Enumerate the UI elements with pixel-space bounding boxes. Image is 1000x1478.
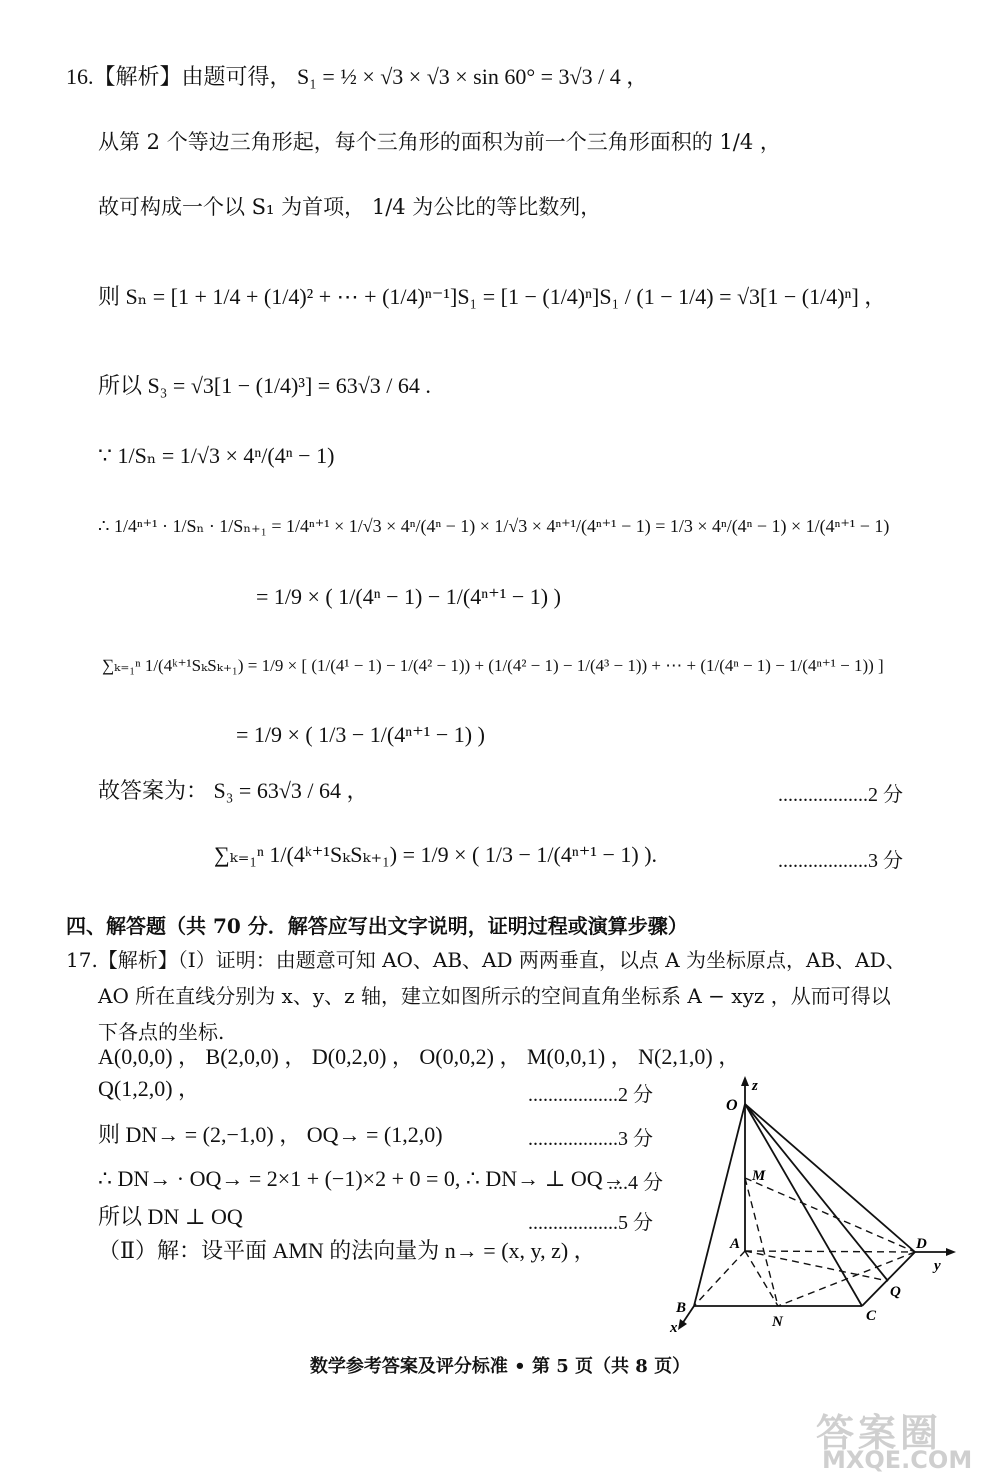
- watermark-url: MXQE.COM: [822, 1446, 973, 1474]
- q16-answer-2: ∑ₖ₌₁ⁿ 1/(4ᵏ⁺¹SₖSₖ₊₁) = 1/9 × ( 1/3 − 1/(4ⁿ⁺¹ − 1) ).: [214, 842, 658, 867]
- q16-line-2: 从第 2 个等边三角形起，每个三角形的面积为前一个三角形面积的 1/4 ，: [98, 130, 781, 154]
- q16-line-6: ∵ 1/Sₙ = 1/√3 × 4ⁿ/(4ⁿ − 1): [98, 443, 335, 468]
- q16-line-7: ∴ 1/4ⁿ⁺¹ · 1/Sₙ · 1/Sₙ₊₁ = 1/4ⁿ⁺¹ × 1/√3 × 4ⁿ/(4ⁿ − 1) × 1/√3 × 4ⁿ⁺¹/(4ⁿ⁺¹ − 1) = 1/3 × 4ⁿ/(4ⁿ − 1) × 1/(4ⁿ⁺¹ − 1): [98, 516, 890, 536]
- q16-line-10: = 1/9 × ( 1/3 − 1/(4ⁿ⁺¹ − 1) ): [236, 722, 485, 747]
- page-footer: 数学参考答案及评分标准 • 第 5 页（共 8 页）: [309, 1356, 691, 1377]
- edge-od: [745, 1104, 915, 1252]
- q17-line-2: AO 所在直线分别为 x、y、z 轴，建立如图所示的空间直角坐标系 A − xyz ，从而可得以: [98, 984, 891, 1008]
- q17-score-6: ..................3 分: [528, 1128, 653, 1150]
- section-4-heading: 四、解答题（共 70 分．解答应写出文字说明，证明过程或演算步骤）: [66, 914, 688, 938]
- q17-line-8: 所以 DN ⊥ OQ: [98, 1204, 243, 1229]
- q16-line-8: = 1/9 × ( 1/(4ⁿ − 1) − 1/(4ⁿ⁺¹ − 1) ): [256, 584, 561, 609]
- edge-cd: [862, 1252, 915, 1306]
- edge-ad: [745, 1251, 915, 1252]
- label-b: B: [676, 1300, 687, 1316]
- edge-oc: [745, 1104, 862, 1306]
- label-c: C: [866, 1308, 877, 1324]
- label-m: M: [752, 1168, 766, 1184]
- edge-md: [745, 1178, 915, 1252]
- q16-score-1: ..................2 分: [778, 784, 903, 806]
- q17-line-6: 则 DN→ = (2,−1,0) ， OQ→ = (1,2,0): [98, 1122, 443, 1147]
- q16-line-4: 则 Sₙ = [1 + 1/4 + (1/4)² + ⋯ + (1/4)ⁿ⁻¹]S₁ = [1 − (1/4)ⁿ]S₁ / (1 − 1/4) = √3[1 − (1/4)ⁿ] ，: [98, 284, 887, 309]
- edge-an: [745, 1251, 778, 1306]
- watermark: [808, 1408, 996, 1474]
- label-x: x: [670, 1320, 678, 1336]
- label-n: N: [772, 1314, 783, 1330]
- q16-line-9: ∑ₖ₌₁ⁿ 1/(4ᵏ⁺¹SₖSₖ₊₁) = 1/9 × [ (1/(4¹ − 1) − 1/(4² − 1)) + (1/(4² − 1) − 1/(4³ − 1)) + ⋯ + (1/(4ⁿ − 1) − 1/(4ⁿ⁺¹ − 1)) ]: [102, 656, 884, 675]
- y-axis-arrow: [946, 1248, 956, 1256]
- q17-line-7: ∴ DN→ · OQ→ = 2×1 + (−1)×2 + 0 = 0, ∴ DN→ ⊥ OQ→: [98, 1166, 625, 1191]
- q17-score-5: ..................2 分: [528, 1084, 653, 1106]
- label-a: A: [730, 1236, 741, 1252]
- q17-line-1: 17.【解析】（Ⅰ）证明：由题意可知 AO、AB、AD 两两垂直，以点 A 为坐标原点，AB、AD、: [66, 948, 906, 972]
- q16-line-1: 16.【解析】由题可得， S₁ = ½ × √3 × √3 × sin 60° = 3√3 / 4 ，: [66, 64, 649, 89]
- label-q: Q: [890, 1284, 901, 1300]
- label-z: z: [752, 1078, 758, 1094]
- q16-answer-1: 故答案为： S₃ = 63√3 / 64 ，: [98, 778, 369, 803]
- x-axis-arrow: [678, 1319, 687, 1330]
- pyramid-figure: [660, 1076, 960, 1336]
- q17-line-4: A(0,0,0) ， B(2,0,0) ， D(0,2,0) ， O(0,0,2) ， M(0,0,1) ， N(2,1,0) ，: [98, 1044, 741, 1069]
- edge-oq: [745, 1104, 888, 1281]
- q17-score-7: ....4 分: [608, 1172, 663, 1194]
- label-o: O: [726, 1097, 738, 1114]
- q16-line-3: 故可构成一个以 S₁ 为首项， 1/4 为公比的等比数列，: [98, 195, 602, 219]
- watermark-text: 答案圈: [816, 1411, 943, 1455]
- z-axis-arrow: [741, 1076, 749, 1086]
- q17-line-9: （Ⅱ）解：设平面 AMN 的法向量为 n→ = (x, y, z) ，: [98, 1238, 596, 1263]
- q16-score-2: ..................3 分: [778, 850, 903, 872]
- q17-line-3: 下各点的坐标.: [98, 1020, 225, 1044]
- edge-mn: [745, 1178, 778, 1306]
- label-y: y: [934, 1258, 941, 1274]
- edge-ob: [694, 1104, 745, 1306]
- q17-score-8: ..................5 分: [528, 1212, 653, 1234]
- q17-line-5: Q(1,2,0) ，: [98, 1076, 201, 1101]
- q16-line-5: 所以 S₃ = √3[1 − (1/4)³] = 63√3 / 64 .: [98, 373, 431, 398]
- label-d: D: [916, 1236, 927, 1252]
